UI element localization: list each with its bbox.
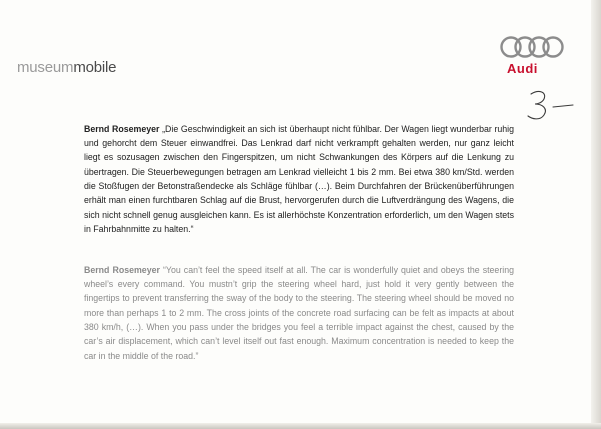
brand-part-mobile: mobile <box>73 59 117 76</box>
english-speaker: Bernd Rosemeyer <box>84 264 160 275</box>
brand-part-museum: museum <box>17 59 74 76</box>
audi-wordmark: Audi <box>507 61 538 76</box>
german-speaker: Bernd Rosemeyer <box>84 123 160 134</box>
english-quote-paragraph <box>84 263 514 363</box>
german-quote-text: „Die Geschwindigkeit an sich ist überhaupt nicht fühlbar. Der Wagen liegt wunderbar ruhig und gehorcht dem Steuer einwandfrei. Das Lenkrad darf nicht verkrampft gehalten werden, nur ganz leicht liegt es sozusagen zwischen den Fingerspitzen, um nicht Schwankungen des Körpers auf die Lenkung zu übertragen. Die Steuerbewegungen betragen am Lenkrad vielleicht 1 bis 2 mm. Bei etwa 380 km/Std. werden die Stoßfugen der Betonstraßendecke als Schläge fühlbar (…). Beim Durchfahren der Brückenüberführungen erhält man einen furchtbaren Schlag auf die Brust, hervorgerufen durch die Luftverdrängung des Wagens, die sich nicht schnell genug ausgleichen kann. Es ist allerhöchste Konzentration erforderlich, um den Wagen stets in Fahrbahnmitte zu halten.“ <box>84 123 515 234</box>
card-edge-right <box>591 0 601 429</box>
english-quote-text: “You can’t feel the speed itself at all. The car is wonderfully quiet and obeys the steering wheel’s every command. You mustn’t grip the steering wheel hard, just hold it very gently between the fingertips to prevent transferring the sway of the body to the steering. The steering wheel should be moved no more than perhaps 1 to 2 mm. The cross joints of the concrete road surfacing can be felt as impacts at about 380 km/h, (…). When you pass under the bridges you feel a terrible impact against the chest, caused by the car’s air displacement, which can’t level itself out fast enough. Maximum concentration is needed to keep the car in the middle of the road.” <box>84 264 514 361</box>
audi-rings-icon <box>500 34 564 60</box>
german-quote-paragraph <box>84 122 514 236</box>
card-edge-bottom <box>0 423 601 429</box>
handwritten-annotation <box>525 88 577 124</box>
museum-mobile-brand <box>17 59 116 76</box>
